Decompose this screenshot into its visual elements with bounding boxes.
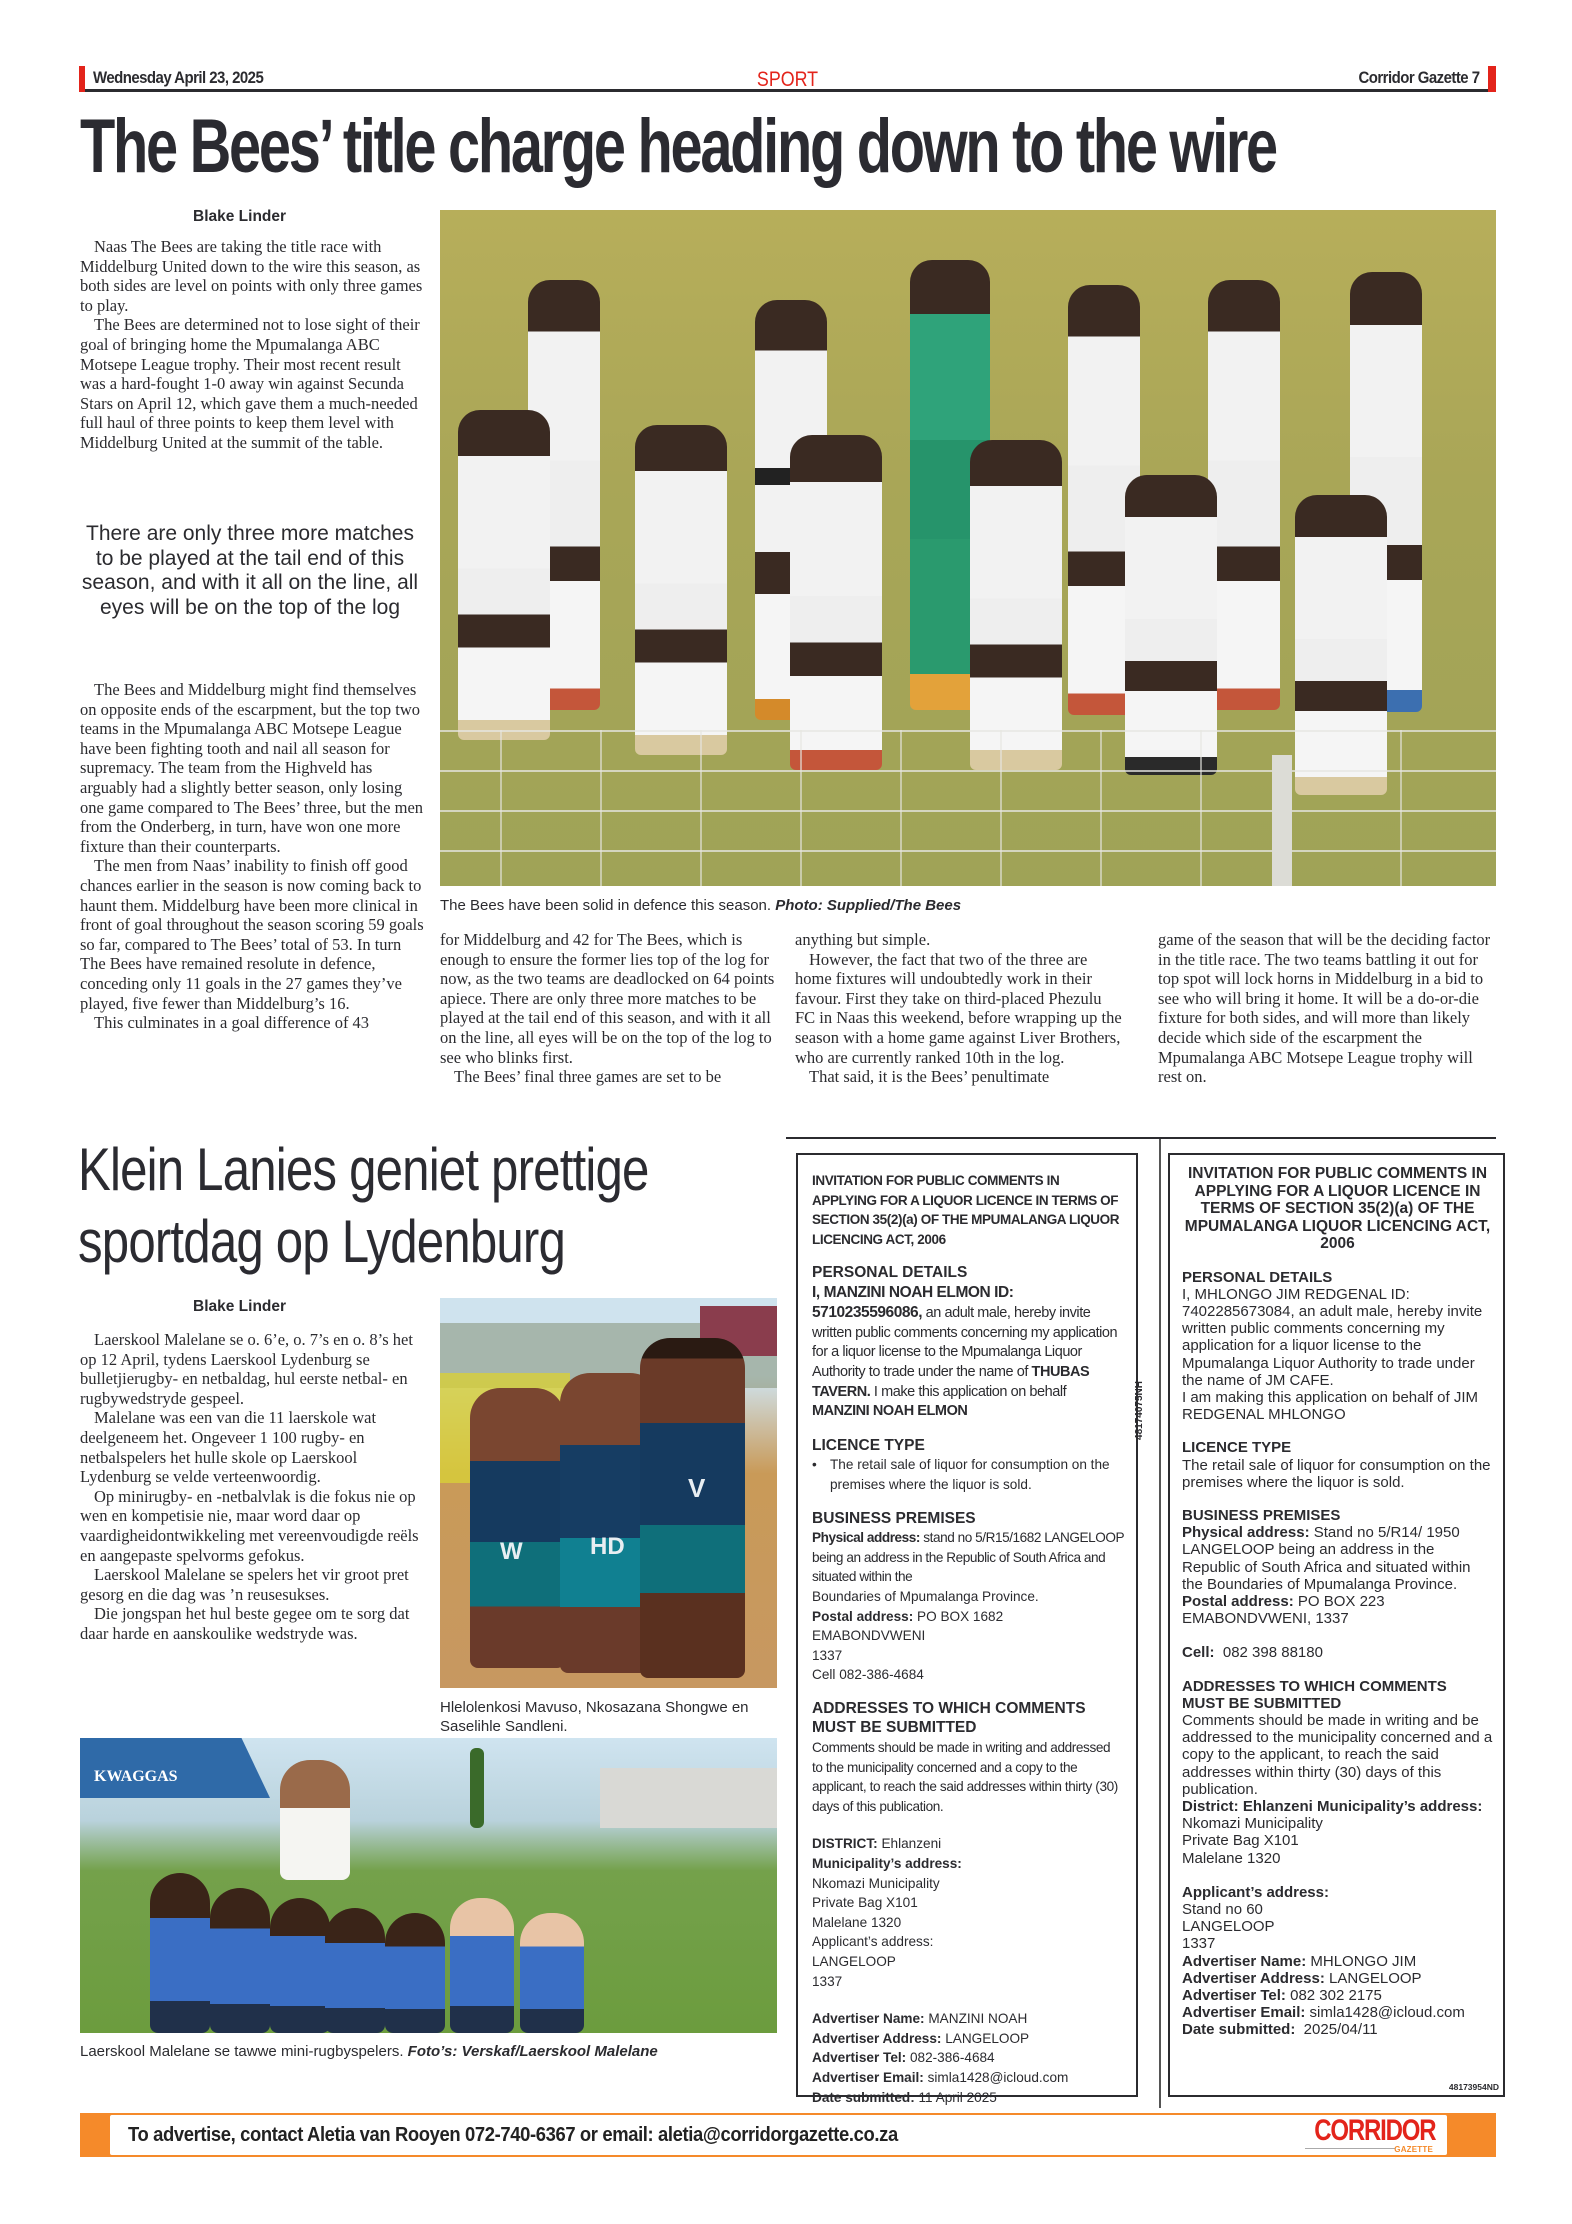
- label: Advertiser Address:: [1182, 1969, 1325, 1987]
- address-line: EMABONDVWENI: [812, 1628, 926, 1644]
- behalf-name: MANZINI NOAH ELMON: [812, 1403, 968, 1420]
- paragraph: Die jongspan het hul beste gegee om te sorg dat daar harde en aanskoulike wedstryde was.: [80, 1604, 410, 1643]
- address-line: 1337: [812, 1647, 843, 1663]
- paragraph: The Bees are determined not to lose sight of their goal of bringing home the Mpumalanga ABC Motsepe League trophy. Their most recent result was a hard-fought 1-0 away win against Secunda Stars on April 12, which gave them a much-needed full haul of three points to keep them level with Middelburg United at the summit of the table.: [80, 315, 420, 452]
- bib-label: W: [500, 1538, 523, 1565]
- caption-text: The Bees have been solid in defence this season.: [440, 897, 772, 914]
- ad-reference-code: 48174075NH: [1134, 1381, 1145, 1440]
- address-line: LANGELOOP: [1182, 1918, 1275, 1936]
- physical-address-line: Boundaries of Mpumalanga Province.: [812, 1588, 1039, 1604]
- address-line: Malelane 1320: [1182, 1849, 1281, 1867]
- bib-label: HD: [590, 1533, 625, 1560]
- advertiser-address: [812, 2029, 1124, 2049]
- advertiser-name: [1182, 1953, 1493, 1970]
- paragraph: anything but simple.: [795, 930, 931, 949]
- photo-credit: Photo: Supplied/The Bees: [775, 897, 962, 914]
- district-heading: District: Ehlanzeni Municipality’s address:: [1182, 1797, 1483, 1815]
- physical-address: [812, 1528, 1124, 1587]
- netball-photo: [440, 1298, 777, 1688]
- article2-byline: Blake Linder: [193, 1298, 287, 1315]
- headline-line: Klein Lanies geniet prettige: [78, 1136, 649, 1203]
- value: Stand no 5/R14/ 1950 LANGELOOP being an address in the Republic of South Africa and situated within the Boundaries of Mpumalanga Province.: [1182, 1524, 1471, 1593]
- date-submitted: [812, 2088, 1124, 2108]
- advertiser-email: [812, 2068, 1124, 2088]
- value: 11 April 2025: [914, 2089, 997, 2105]
- article-column-1b: [80, 680, 425, 1033]
- address-line: 1337: [812, 1973, 843, 1989]
- value: PO BOX 223 EMABONDVWENI, 1337: [1182, 1592, 1385, 1628]
- paragraph: game of the season that will be the deciding factor in the title race. The two teams battling it out for top spot will lock horns in Middelburg in a bid to see who will bring it home. It will be a do-or-die fixture for both sides, and will more than likely decide which side of the escarpment the Mpumalanga ABC Motsepe League trophy will rest on.: [1158, 930, 1491, 1087]
- value: LANGELOOP: [1324, 1969, 1422, 1987]
- text: I make this application on behalf: [870, 1383, 1067, 1400]
- notice-heading: ADDRESSES TO WHICH COMMENTS MUST BE SUBMITTED: [1182, 1677, 1447, 1712]
- licence-type: • The retail sale of liquor for consumption on the premises where the liquor is sold.: [812, 1455, 1124, 1494]
- label: Advertiser Tel:: [1182, 1987, 1286, 2005]
- label: Postal address:: [812, 1608, 914, 1624]
- label: Date submitted:: [1182, 2021, 1296, 2039]
- classified-notices: [786, 1137, 1499, 2106]
- label: Physical address:: [1182, 1524, 1310, 1542]
- label: Advertiser Email:: [812, 2069, 924, 2085]
- advertise-contact-text: To advertise, contact Aletia van Rooyen 072-740-6367 or email: aletia@corridorgazette.co.za: [128, 2124, 898, 2146]
- label: Physical address:: [812, 1530, 920, 1546]
- notice-title: INVITATION FOR PUBLIC COMMENTS IN APPLYING FOR A LIQUOR LICENCE IN TERMS OF SECTION 35(2)(a) OF THE MPUMALANGA LIQUOR LICENCING ACT, 2006: [812, 1173, 1120, 1247]
- team-photo-caption: [440, 896, 961, 915]
- address-line: Nkomazi Municipality: [812, 1875, 940, 1891]
- logo-sub: GAZETTE: [1394, 2145, 1433, 2154]
- article-column-2: [440, 930, 780, 1087]
- rugby-photo: [80, 1738, 777, 2033]
- postal-address: [812, 1607, 1124, 1627]
- section-label: SPORT: [756, 68, 819, 91]
- article-headline: The Bees’ title charge heading down to the wire: [80, 104, 1276, 189]
- tent-label: KWAGGAS: [94, 1768, 178, 1785]
- paragraph: The Bees and Middelburg might find themselves on opposite ends of the escarpment, but the top two teams in the Mpumalanga ABC Motsepe League have been fighting tooth and nail all season for supremacy. The team from the Highveld has arguably had a slightly better season, only losing one game compared to The Bees’ three, but the men from the Onderberg, in turn, have won one more fixture than their counterparts.: [80, 680, 424, 856]
- value: 082-386-4684: [906, 2050, 995, 2066]
- article-column-1: [80, 237, 425, 453]
- value: MHLONGO JIM: [1306, 1952, 1417, 1970]
- bib-label: V: [688, 1473, 706, 1503]
- article2-headline: [78, 1134, 652, 1278]
- page-header: [79, 66, 1496, 92]
- paragraph: This culminates in a goal difference of 43: [94, 1013, 370, 1033]
- paragraph: Naas The Bees are taking the title race with Middelburg United down to the wire this season, as both sides are level on points with only three games to play.: [80, 237, 423, 315]
- label: Advertiser Name:: [1182, 1952, 1307, 1970]
- label: Cell:: [1182, 1644, 1215, 1662]
- label: DISTRICT:: [812, 1836, 878, 1852]
- value: Ehlanzeni: [877, 1836, 942, 1852]
- label: Advertiser Tel:: [812, 2050, 907, 2066]
- footer-inner: [110, 2115, 1447, 2155]
- label: Advertiser Address:: [812, 2030, 942, 2046]
- behalf-text: I am making this application on behalf of JIM REDGENAL MHLONGO: [1182, 1388, 1478, 1424]
- value: MANZINI NOAH: [924, 2011, 1028, 2027]
- paragraph: However, the fact that two of the three are home fixtures will undoubtedly work in their favour. First they take on third-placed Phezulu FC in Naas this weekend, before wrapping up the season with a home game against Liver Brothers, who are currently ranked 10th in the log.: [795, 949, 1122, 1067]
- article-byline: Blake Linder: [193, 208, 287, 225]
- header-accent-bar-right: [1488, 66, 1496, 92]
- notice-heading: BUSINESS PREMISES: [1182, 1506, 1341, 1524]
- paragraph: That said, it is the Bees’ penultimate: [809, 1067, 1050, 1087]
- label: Postal address:: [1182, 1592, 1294, 1610]
- addresses-text: Comments should be made in writing and be addressed to the municipality concerned and a copy to the applicant, to reach the said addresses within thirty (30) days of this publication.: [1182, 1711, 1493, 1798]
- notice-heading: PERSONAL DETAILS: [1182, 1268, 1333, 1286]
- notice-title: INVITATION FOR PUBLIC COMMENTS IN APPLYING FOR A LIQUOR LICENCE IN TERMS OF SECTION 35(2)(a) OF THE MPUMALANGA LIQUOR LICENCING ACT, 2006: [1184, 1165, 1491, 1252]
- value: simla1428@icloud.com: [923, 2069, 1069, 2085]
- liquor-notice-thubas-tavern: [796, 1153, 1145, 2105]
- value: simla1428@icloud.com: [1305, 2004, 1465, 2022]
- header-accent-bar-left: [79, 66, 85, 92]
- article-column-4: [1158, 930, 1498, 1087]
- notice-heading: LICENCE TYPE: [1182, 1439, 1292, 1457]
- column-divider: [1159, 1139, 1161, 2108]
- paragraph: Laerskool Malelane se o. 6’e, o. 7’s en o. 8’s het op 12 April, tydens Laerskool Lydenburg se bulletjierugby- en netbaldag, hul eerste netbal- en rugbywedstryde gespeel.: [80, 1330, 413, 1408]
- applicant-id: I, MANZINI NOAH ELMON ID: 5710235596086,: [812, 1283, 1014, 1322]
- rugby-photo-caption: [80, 2042, 658, 2061]
- postal-address: [1182, 1593, 1493, 1627]
- value: 082 302 2175: [1285, 1987, 1382, 2005]
- label: Date submitted:: [812, 2089, 915, 2105]
- licence-type: The retail sale of liquor for consumption on the premises where the liquor is sold.: [1182, 1456, 1491, 1491]
- label: Advertiser Email:: [1182, 2004, 1306, 2022]
- cell-number: Cell 082-386-4684: [812, 1667, 924, 1683]
- paragraph: Malelane was een van die 11 laerskole wat deelgeneem het. Ongeveer 1 100 rugby- en netbalspelers het hulle skole op Laerskool Lydenburg se velde verteenwoordig.: [80, 1408, 377, 1487]
- fence-post: [1272, 755, 1292, 886]
- corridor-gazette-logo: [1305, 2116, 1435, 2154]
- address-line: Stand no 60: [1182, 1901, 1263, 1918]
- paragraph: Laerskool Malelane se spelers het vir groot pret gesorg en die dag was ’n reusesukses.: [80, 1565, 409, 1604]
- personal-details: I, MHLONGO JIM REDGENAL ID: 7402285673084, an adult male, hereby invite written public comments concerning my application for a liquor license to the Mpumalanga Liquor Authority to trade under the name of JM CAFE.: [1182, 1285, 1483, 1389]
- paragraph: Op minirugby- en -netbalvlak is die fokus nie op wen en kompetisie nie, maar word daar op vaardigheidontwikkeling met vereenvoudigde reëls en aangepaste spelvorms gefokus.: [80, 1486, 419, 1565]
- paragraph: The Bees’ final three games are set to be: [454, 1067, 722, 1087]
- notice-heading: PERSONAL DETAILS: [812, 1264, 968, 1281]
- value: 2025/04/11: [1295, 2021, 1378, 2039]
- advertiser-email: [1182, 2004, 1493, 2021]
- ad-reference-code: 48173954ND: [1448, 2082, 1499, 2092]
- advertiser-tel: [1182, 1987, 1493, 2004]
- paragraph: The men from Naas’ inability to finish off good chances earlier in the season is now coming back to haunt them. Middelburg have been more clinical in front of goal throughout the season scoring 59 goals so far, compared to The Bees’ total of 53. In turn The Bees have remained resolute in defence, conceding only 11 goals in the 27 games they’ve played, five fewer than Middelburg’s 16.: [80, 856, 424, 1013]
- addresses-text: Comments should be made in writing and addressed to the municipality concerned and a copy to the applicant, to reach the said addresses within thirty (30) days of this publication.: [812, 1740, 1118, 1814]
- advertiser-tel: [812, 2048, 1124, 2068]
- address-line: Nkomazi Municipality: [1182, 1815, 1323, 1833]
- headline-line: sportdag op Lydenburg: [78, 1208, 566, 1275]
- pull-quote: There are only three more matches to be played at the tail end of this season, and with it all on the line, all eyes will be on the top of the log: [81, 522, 419, 619]
- article2-body: [80, 1330, 425, 1644]
- physical-address: [1182, 1524, 1493, 1593]
- logo-main: CORRIDOR: [1313, 2114, 1435, 2147]
- district: [812, 1834, 1124, 1854]
- paragraph: for Middelburg and 42 for The Bees, which is enough to ensure the former lies top of the log for now, as the two teams are deadlocked on 64 points apiece. There are only three more matches to be played at the tail end of this season, and with it all on the line, all eyes will be on the top of the log to see who blinks first.: [440, 930, 775, 1067]
- address-line: Private Bag X101: [1182, 1832, 1299, 1850]
- advertising-footer: [80, 2113, 1496, 2157]
- advertiser-address: [1182, 1970, 1493, 1987]
- label: Advertiser Name:: [812, 2011, 925, 2027]
- municipality-label: [812, 1854, 1124, 1874]
- applicant-address-heading: Applicant’s address:: [1182, 1883, 1329, 1901]
- notice-heading: BUSINESS PREMISES: [812, 1509, 976, 1527]
- article-column-3: [795, 930, 1125, 1087]
- notice-heading: LICENCE TYPE: [812, 1436, 925, 1454]
- address-line: Applicant’s address:: [812, 1934, 934, 1950]
- label: Municipality’s address:: [812, 1856, 962, 1872]
- notice-heading: ADDRESSES TO WHICH COMMENTS MUST BE SUBMITTED: [812, 1699, 1086, 1737]
- text: an adult male, hereby invite written public comments concerning my application for a liquor license to the Mpumalanga Liquor Authority to trade under the name of: [812, 1305, 1118, 1380]
- value: PO BOX 1682: [913, 1608, 1004, 1624]
- personal-details: [812, 1283, 1124, 1422]
- value: stand no 5/R15/1682 LANGELOOP being an address in the Republic of South Africa and situated within the: [812, 1530, 1124, 1585]
- address-line: LANGELOOP: [812, 1954, 896, 1969]
- team-photo: [440, 210, 1496, 886]
- caption-text: Laerskool Malelane se tawwe mini-rugbyspelers.: [80, 2043, 404, 2060]
- issue-date: Wednesday April 23, 2025: [93, 68, 264, 87]
- cell-number: [1182, 1644, 1493, 1661]
- photo-credit: Foto’s: Verskaf/Laerskool Malelane: [407, 2043, 658, 2060]
- date-submitted: [1182, 2021, 1493, 2038]
- paper-page-number: Corridor Gazette 7: [1358, 68, 1480, 87]
- trade-name: THUBAS TAVERN.: [812, 1363, 1090, 1400]
- liquor-notice-jm-cafe: [1168, 1153, 1505, 2097]
- value: 082 398 88180: [1214, 1644, 1323, 1662]
- address-line: Private Bag X101: [812, 1895, 918, 1911]
- advertiser-name: [812, 2009, 1124, 2029]
- address-line: Malelane 1320: [812, 1914, 902, 1930]
- address-line: 1337: [1182, 1935, 1216, 1953]
- value: LANGELOOP: [941, 2030, 1030, 2046]
- netball-photo-caption: Hlelolenkosi Mavuso, Nkosazana Shongwe en Saselihle Sandleni.: [440, 1699, 749, 1735]
